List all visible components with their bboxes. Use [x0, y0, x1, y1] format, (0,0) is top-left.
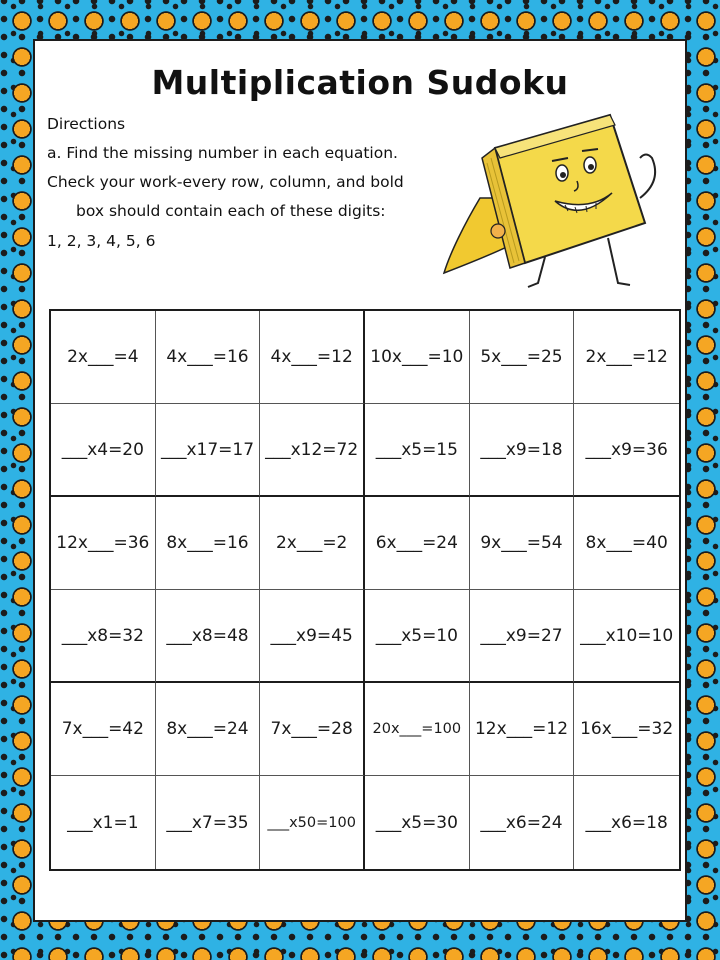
directions-check-line1: Check your work-every row, column, and bold — [47, 173, 404, 191]
sudoku-cell: 2x___=4 — [51, 311, 156, 404]
sudoku-cell: ___x9=36 — [574, 404, 679, 497]
sudoku-cell: ___x9=18 — [470, 404, 575, 497]
sudoku-cell: ___x50=100 — [260, 776, 365, 869]
sudoku-cell: ___x9=27 — [470, 590, 575, 683]
sudoku-cell: ___x17=17 — [156, 404, 261, 497]
sudoku-cell: 6x___=24 — [365, 497, 470, 590]
sudoku-cell: 4x___=16 — [156, 311, 261, 404]
page-title: Multiplication Sudoku — [151, 63, 569, 102]
sudoku-cell: ___x1=1 — [51, 776, 156, 869]
sudoku-cell: 16x___=32 — [574, 683, 679, 776]
sudoku-cell: 12x___=12 — [470, 683, 575, 776]
directions-digits: 1, 2, 3, 4, 5, 6 — [47, 232, 156, 250]
sudoku-cell: ___x5=10 — [365, 590, 470, 683]
sudoku-cell: ___x10=10 — [574, 590, 679, 683]
sudoku-cell: 10x___=10 — [365, 311, 470, 404]
sudoku-cell: ___x9=45 — [260, 590, 365, 683]
sudoku-cell: ___x6=18 — [585, 812, 668, 833]
sudoku-cell: 4x___=12 — [260, 311, 365, 404]
sudoku-cell: ___x5=15 — [365, 404, 470, 497]
sudoku-cell: ___x4=20 — [51, 404, 156, 497]
sudoku-cell: ___x7=35 — [156, 776, 261, 869]
sudoku-cell: 8x___=24 — [156, 683, 261, 776]
sudoku-cell: 9x___=54 — [470, 497, 575, 590]
directions-heading: Directions — [47, 115, 126, 133]
sudoku-cell: ___x6=24 — [470, 776, 575, 869]
sudoku-cell: ___x5=30 — [365, 776, 470, 869]
sudoku-cell: 2x___=12 — [574, 311, 679, 404]
sudoku-cell: 8x___=40 — [574, 497, 679, 590]
directions-step-a: a. Find the missing number in each equation. — [47, 144, 398, 162]
sudoku-cell: ___x8=32 — [51, 590, 156, 683]
sudoku-cell: 8x___=16 — [156, 497, 261, 590]
sudoku-cell: ___x12=72 — [260, 404, 365, 497]
sudoku-cell: 5x___=25 — [470, 311, 575, 404]
sudoku-cell: 20x___=100 — [365, 683, 470, 776]
sudoku-cell: 12x___=36 — [51, 497, 156, 590]
book-mascot-illustration — [440, 103, 670, 293]
sudoku-grid — [49, 309, 681, 871]
sudoku-cell: ___x8=48 — [156, 590, 261, 683]
sudoku-cell: 2x___=2 — [260, 497, 365, 590]
sudoku-cell: 7x___=28 — [260, 683, 365, 776]
directions-check-line2: box should contain each of these digits: — [76, 202, 386, 220]
worksheet-page — [33, 39, 687, 922]
sudoku-cell: 7x___=42 — [51, 683, 156, 776]
